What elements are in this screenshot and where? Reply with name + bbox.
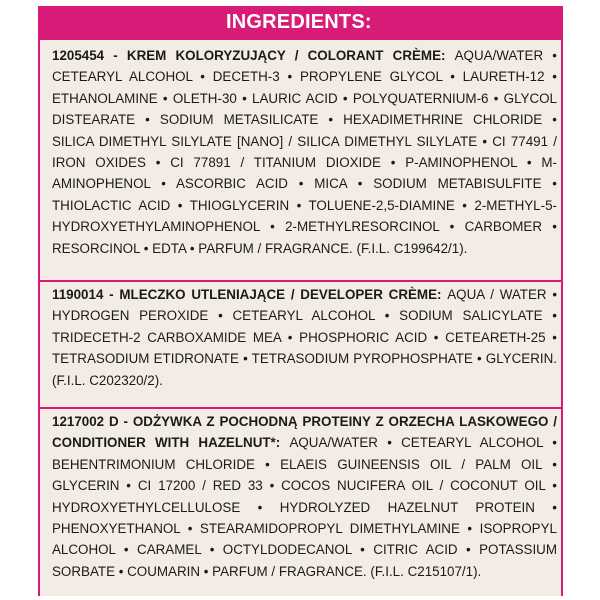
section-divider <box>40 280 561 282</box>
header-title: INGREDIENTS: <box>226 11 372 33</box>
section-divider <box>40 407 561 409</box>
section-conditioner <box>52 411 557 582</box>
section-title: 1205454 - KREM KOLORYZUJĄCY / COLORANT CRÈME: <box>52 48 455 63</box>
section-ingredients: AQUA/WATER • CETEARYL ALCOHOL • DECETH-3 • PROPYLENE GLYCOL • LAURETH-12 • ETHANOLAMINE • OLETH-30 • LAURIC ACID • POLYQUATERNIUM-6 • GLYCOL DISTEARATE • SODIUM METASILICATE • HEXADIMETHRINE CHLORIDE • SILICA DIMETHYL SILYLATE [NANO] / SILICA DIMETHYL SILYLATE • CI 77491 / IRON OXIDES • CI 77891 / TITANIUM DIOXIDE • P-AMINOPHENOL • M-AMINOPHENOL • ASCORBIC ACID • MICA • SODIUM METABISULFITE • THIOLACTIC ACID • THIOGLYCERIN • TOLUENE-2,5-DIAMINE • 2-METHYL-5-HYDROXYETHYLAMINOPHENOL • 2-METHYLRESORCINOL • CARBOMER • RESORCINOL • EDTA • PARFUM / FRAGRANCE. (F.I.L. C199642/1). <box>52 48 557 256</box>
ingredients-header <box>40 6 561 40</box>
ingredients-label <box>38 6 563 596</box>
section-ingredients: AQUA / WATER • HYDROGEN PEROXIDE • CETEARYL ALCOHOL • SODIUM SALICYLATE • TRIDECETH-2 CARBOXAMIDE MEA • PHOSPHORIC ACID • CETEARETH-25 • TETRASODIUM ETIDRONATE • TETRASODIUM PYROPHOSPHATE • GLYCERIN. (F.I.L. C202320/2). <box>52 287 558 388</box>
section-title: 1190014 - MLECZKO UTLENIAJĄCE / DEVELOPER CRÈME: <box>52 287 448 302</box>
section-developer-creme <box>52 284 557 391</box>
section-colorant-creme <box>52 45 557 259</box>
section-title: 1217002 D - ODŻYWKA Z POCHODNĄ PROTEINY Z ORZECHA LASKOWEGO / CONDITIONER WITH HAZELNUT*: <box>52 414 557 451</box>
section-ingredients: AQUA/WATER • CETEARYL ALCOHOL • BEHENTRIMONIUM CHLORIDE • ELAEIS GUINEENSIS OIL / PALM OIL • GLYCERIN • CI 17200 / RED 33 • COCOS NUCIFERA OIL / COCONUT OIL • HYDROXYETHYLCELLULOSE • HYDROLYZED HAZELNUT PROTEIN • PHENOXYETHANOL • STEARAMIDOPROPYL DIMETHYLAMINE • ISOPROPYL ALCOHOL • CARAMEL • OCTYLDODECANOL • CITRIC ACID • POTASSIUM SORBATE • COUMARIN • PARFUM / FRAGRANCE. (F.I.L. C215107/1). <box>52 435 557 579</box>
